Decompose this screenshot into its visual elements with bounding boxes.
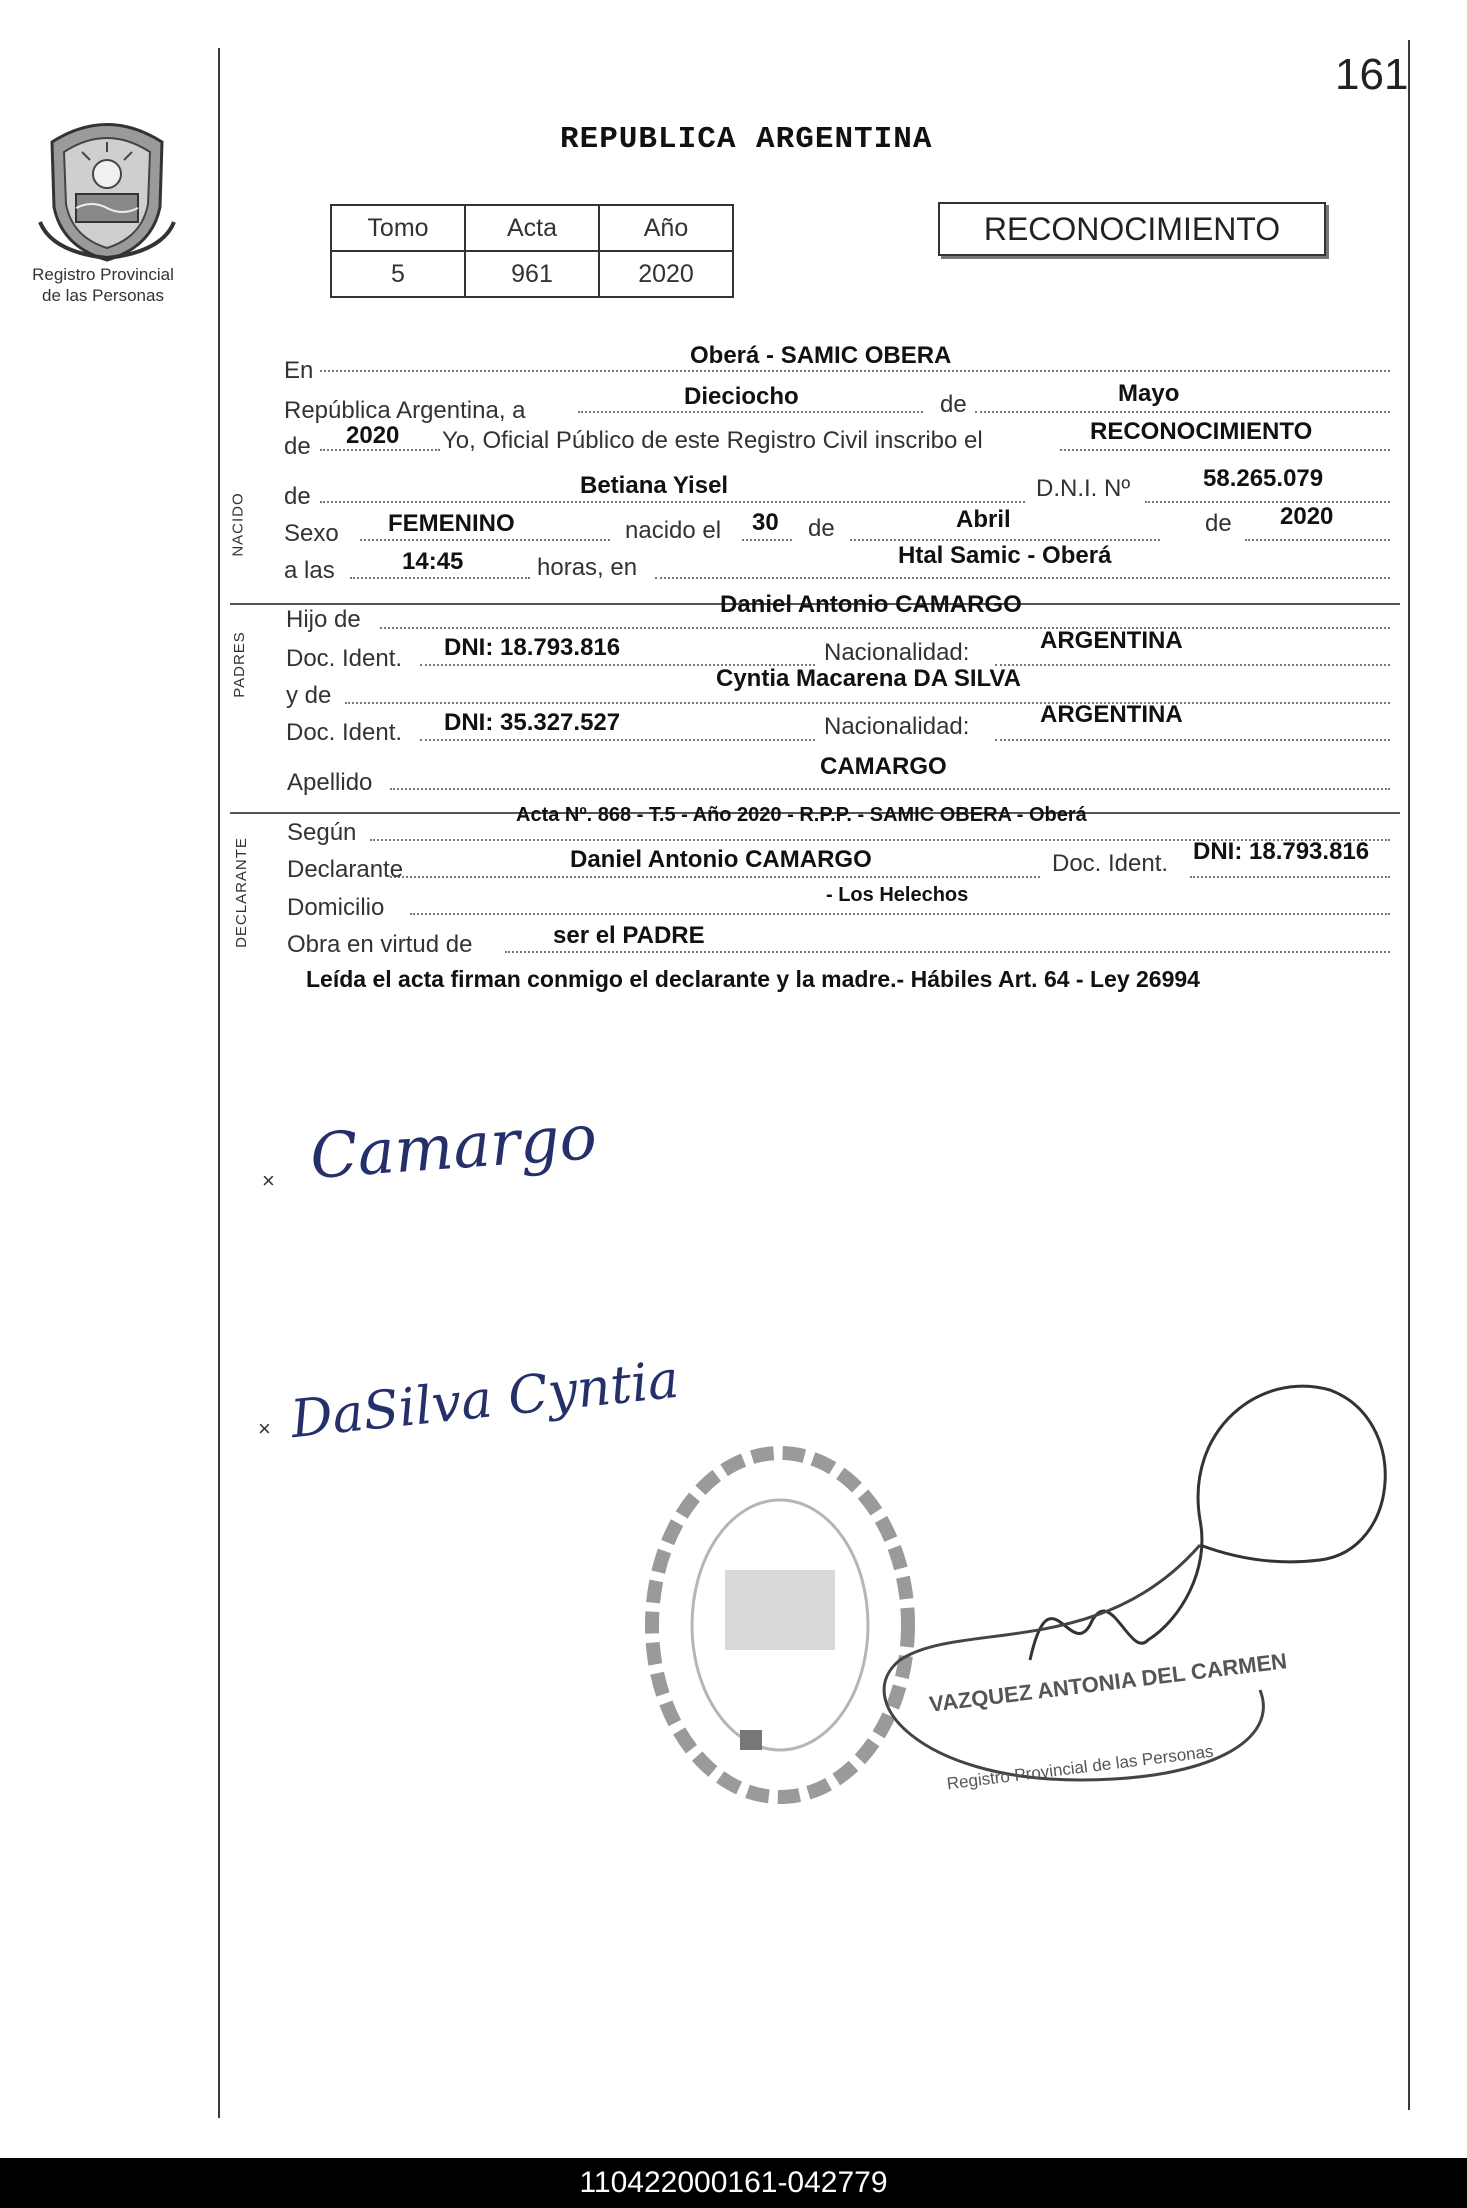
line-day: [578, 411, 923, 413]
value-birth-day: 30: [752, 509, 779, 536]
value-surname: CAMARGO: [820, 753, 947, 780]
value-capacity: ser el PADRE: [553, 922, 705, 949]
value-child-name: Betiana Yisel: [580, 472, 729, 499]
label-de-birth-year: de: [1205, 510, 1232, 537]
label-father-nat: Nacionalidad:: [824, 639, 970, 666]
value-mother-nationality: ARGENTINA: [1040, 701, 1183, 728]
line-sex: [360, 539, 610, 541]
line-month: [975, 411, 1390, 413]
value-according-to: Acta Nº. 868 - T.5 - Año 2020 - R.P.P. - SAMIC OBERA - Oberá: [516, 804, 1087, 826]
closing-statement: Leída el acta firman conmigo el declarante y la madre.- Hábiles Art. 64 - Ley 26994: [306, 966, 1200, 992]
mother-signature: DaSilva Cyntia: [287, 1349, 682, 1451]
seal-caption: [18, 264, 188, 306]
label-y-de: y de: [286, 682, 332, 709]
value-father-doc: DNI: 18.793.816: [444, 634, 621, 661]
label-sexo: Sexo: [284, 520, 339, 547]
value-declarant-name: Daniel Antonio CAMARGO: [570, 846, 872, 873]
value-father-name: Daniel Antonio CAMARGO: [720, 591, 1022, 618]
line-birth-time: [350, 577, 530, 579]
line-birth-place: [655, 577, 1390, 579]
line-child-dni: [1145, 501, 1390, 503]
label-de-birth-month: de: [808, 515, 835, 542]
line-child-name: [320, 501, 1025, 503]
page-number: 161: [1335, 50, 1409, 99]
value-sex: FEMENINO: [388, 510, 515, 537]
line-surname: [390, 788, 1390, 790]
value-tomo: 5: [331, 251, 465, 297]
value-birth-place: Htal Samic - Oberá: [898, 542, 1112, 569]
reference-table-value-row: [331, 251, 733, 297]
reference-table: [330, 204, 734, 298]
line-birth-day: [742, 539, 792, 541]
label-mother-doc: Doc. Ident.: [286, 719, 403, 746]
line-birth-month: [850, 539, 1160, 541]
value-acta: 961: [465, 251, 599, 297]
value-address: - Los Helechos: [826, 884, 969, 906]
line-birth-year: [1245, 539, 1390, 541]
value-day: Dieciocho: [684, 383, 799, 410]
label-hijo-de: Hijo de: [286, 606, 361, 633]
label-nacido-el: nacido el: [625, 517, 722, 544]
side-label-nacido: NACIDO: [229, 492, 247, 557]
seal-caption-line1: Registro Provincial: [32, 265, 174, 284]
value-mother-name: Cyntia Macarena DA SILVA: [716, 665, 1021, 692]
line-mother: [345, 702, 1390, 704]
label-a-las: a las: [284, 557, 335, 584]
side-label-declarante: DECLARANTE: [232, 837, 250, 948]
country-title: REPUBLICA ARGENTINA: [560, 122, 933, 157]
header-acta: Acta: [465, 205, 599, 251]
value-mother-doc: DNI: 35.327.527: [444, 709, 621, 736]
value-month: Mayo: [1118, 380, 1180, 407]
label-horas-en: horas, en: [537, 554, 638, 581]
value-father-nationality: ARGENTINA: [1040, 627, 1183, 654]
signature-mark: ×: [262, 1168, 275, 1193]
value-child-dni: 58.265.079: [1203, 465, 1324, 492]
value-birth-month: Abril: [956, 506, 1011, 533]
value-act-type: RECONOCIMIENTO: [1090, 418, 1313, 445]
label-apellido: Apellido: [287, 769, 373, 796]
official-stamp-name: VAZQUEZ ANTONIA DEL CARMEN: [927, 1648, 1289, 1717]
label-declarant-doc: Doc. Ident.: [1052, 850, 1169, 877]
line-mother-doc: [420, 739, 815, 741]
label-mother-nat: Nacionalidad:: [824, 713, 970, 740]
label-declarante: Declarante: [287, 856, 404, 883]
header-anio: Año: [599, 205, 733, 251]
label-de-child: de: [284, 483, 311, 510]
provincial-seal-icon: [32, 112, 182, 262]
line-capacity: [505, 951, 1390, 953]
value-year: 2020: [346, 422, 400, 449]
line-declarant-doc: [1190, 876, 1390, 878]
value-declarant-doc: DNI: 18.793.816: [1193, 838, 1370, 865]
official-stamp-registry: Registro Provincial de las Personas: [945, 1741, 1215, 1794]
line-address: [410, 913, 1390, 915]
line-en: [320, 370, 1390, 372]
footer-code: 110422000161-042779: [579, 2166, 888, 2199]
label-en: En: [284, 357, 314, 384]
value-anio: 2020: [599, 251, 733, 297]
label-de-year: de: [284, 433, 311, 460]
line-mother-nat: [995, 739, 1390, 741]
label-yo-oficial: Yo, Oficial Público de este Registro Civil inscribo el: [442, 427, 983, 454]
value-place: Oberá - SAMIC OBERA: [690, 342, 952, 369]
label-father-doc: Doc. Ident.: [286, 645, 403, 672]
label-de-month: de: [940, 391, 967, 418]
signature-mark-2: ×: [258, 1416, 271, 1441]
label-republica: República Argentina, a: [284, 397, 526, 424]
line-acttype: [1060, 449, 1390, 451]
value-birth-year: 2020: [1280, 503, 1334, 530]
label-dni-no: D.N.I. Nº: [1036, 475, 1131, 502]
label-segun: Según: [287, 819, 357, 846]
label-domicilio: Domicilio: [287, 894, 385, 921]
line-father-nat: [995, 664, 1390, 666]
line-declarant: [390, 876, 1040, 878]
declarant-signature: Camargo: [307, 1100, 600, 1193]
record-type-box: RECONOCIMIENTO: [938, 202, 1326, 256]
line-father: [380, 627, 1390, 629]
side-label-padres: PADRES: [230, 631, 248, 698]
value-birth-time: 14:45: [402, 548, 464, 575]
reference-table-header-row: [331, 205, 733, 251]
seal-caption-line2: de las Personas: [42, 286, 164, 305]
left-margin-line: [218, 48, 220, 2118]
label-obra-en-virtud: Obra en virtud de: [287, 931, 473, 958]
header-tomo: Tomo: [331, 205, 465, 251]
